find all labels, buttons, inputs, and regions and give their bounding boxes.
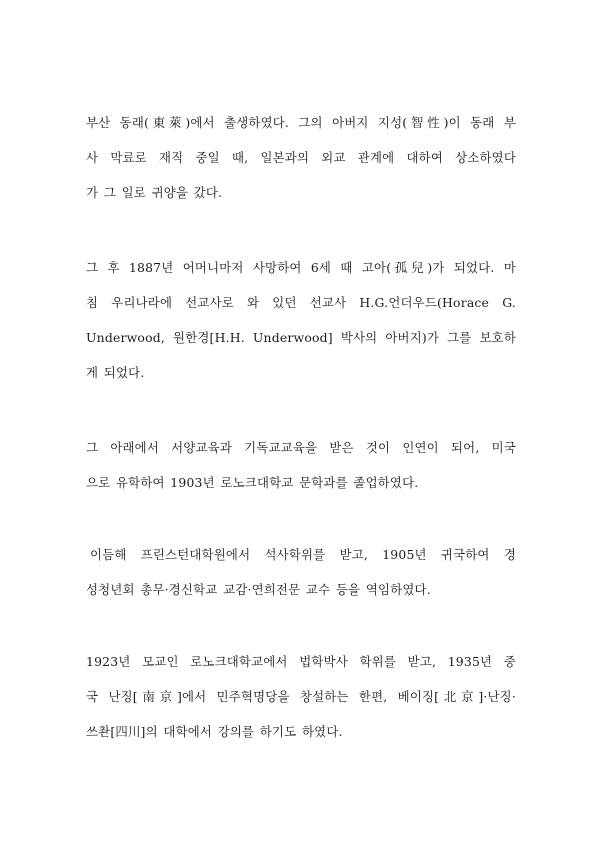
paragraph-orphan	[86, 259, 516, 399]
paragraph-education	[86, 439, 516, 509]
paragraph-line: 부산 동래(東萊)에서 출생하였다. 그의 아버지 지성(智性)이 동래 부	[86, 115, 516, 130]
paragraph-graduate	[86, 546, 516, 616]
paragraph-line: 으로 유학하여 1903년 로노크대학교 문학과를 졸업하였다.	[86, 475, 419, 490]
paragraph-line: 성청년회 총무·경신학교 교감·연희전문 교수 등을 역임하였다.	[86, 582, 431, 597]
paragraph-line: 국 난징[南京]에서 민주혁명당을 창설하는 한편, 베이징[北京]·난징·	[86, 689, 516, 704]
paragraph-line: 이듬해 프린스턴대학원에서 석사학위를 받고, 1905년 귀국하여 경	[90, 547, 516, 562]
paragraph-line: 그 후 1887년 어머니마저 사망하여 6세 때 고아(孤兒)가 되었다. 마	[86, 260, 516, 275]
paragraph-line: Underwood, 원한경[H.H. Underwood] 박사의 아버지)가 그를 보호하	[86, 330, 516, 345]
paragraph-line: 가 그 일로 귀양을 갔다.	[86, 185, 223, 200]
paragraph-line: 침 우리나라에 선교사로 와 있던 선교사 H.G.언더우드(Horace G.	[86, 295, 516, 310]
paragraph-line: 쓰촨[四川]의 대학에서 강의를 하기도 하였다.	[86, 724, 343, 739]
paragraph-line: 1923년 모교인 로노크대학교에서 법학박사 학위를 받고, 1935년 중	[86, 654, 516, 669]
paragraph-doctorate	[86, 653, 516, 758]
paragraph-line: 그 아래에서 서양교육과 기독교교육을 받은 것이 인연이 되어, 미국	[86, 440, 516, 455]
paragraph-line: 사 막료로 재직 중일 때, 일본과의 외교 관계에 대하여 상소하였다	[86, 150, 516, 165]
paragraph-line: 게 되었다.	[86, 365, 145, 380]
paragraph-birth	[86, 114, 516, 219]
